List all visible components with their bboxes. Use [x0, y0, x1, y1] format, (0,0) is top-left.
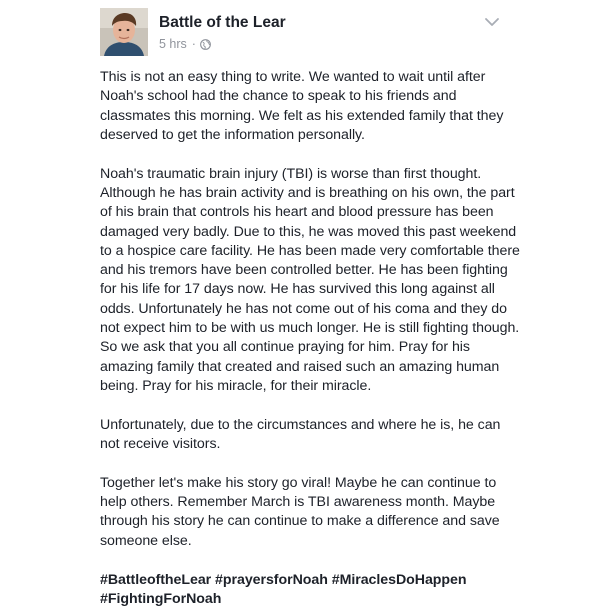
- post-timestamp[interactable]: 5 hrs: [159, 37, 187, 51]
- post-paragraph: Together let's make his story go viral! Maybe he can continue to help others. Remember March is TBI awareness month. Maybe through his story he can continue to make a difference and save someone else.: [100, 474, 500, 549]
- post-body: [100, 68, 520, 610]
- globe-icon: [200, 39, 211, 50]
- post-paragraph: Noah's traumatic brain injury (TBI) is worse than first thought. Although he has brain activity and is breathing on his own, the part of his brain that controls his heart and blood pressure has been damaged very badly. Due to this, he was moved this past weekend to a hospice care facility. He has been made very comfortable there and his tremors have been controlled better. He has been fighting for his life for 17 days now. He has survived this long against all odds. Unfortunately he has not come out of his coma and they do not expect him to be with us much longer. He is still fighting though. So we ask that you all continue praying for him. Pray for his amazing family that created and raised such an amazing human being. Pray for his miracle, for their miracle.: [100, 165, 520, 394]
- post-meta: [159, 37, 211, 51]
- avatar[interactable]: [100, 8, 148, 56]
- hashtag-link[interactable]: #MiraclesDoHappen: [331, 571, 467, 588]
- hashtag-link[interactable]: #BattleoftheLear: [100, 571, 216, 588]
- chevron-down-icon[interactable]: [484, 14, 500, 24]
- meta-separator: ·: [191, 37, 196, 51]
- hashtag-link[interactable]: #FightingForNoah: [100, 591, 222, 608]
- post-header: [0, 4, 600, 64]
- hashtag-list: [100, 571, 520, 610]
- post-paragraph: Unfortunately, due to the circumstances and where he is, he can not receive visitors.: [100, 416, 501, 453]
- post-paragraph: This is not an easy thing to write. We wanted to wait until after Noah's school had the chance to speak to his friends and classmates this morning. We felt as his extended family that they deserved to get the information personally.: [100, 69, 504, 143]
- author-name[interactable]: Battle of the Lear: [159, 14, 286, 31]
- hashtag-link[interactable]: #prayersforNoah: [215, 571, 332, 588]
- avatar-image: [100, 8, 148, 56]
